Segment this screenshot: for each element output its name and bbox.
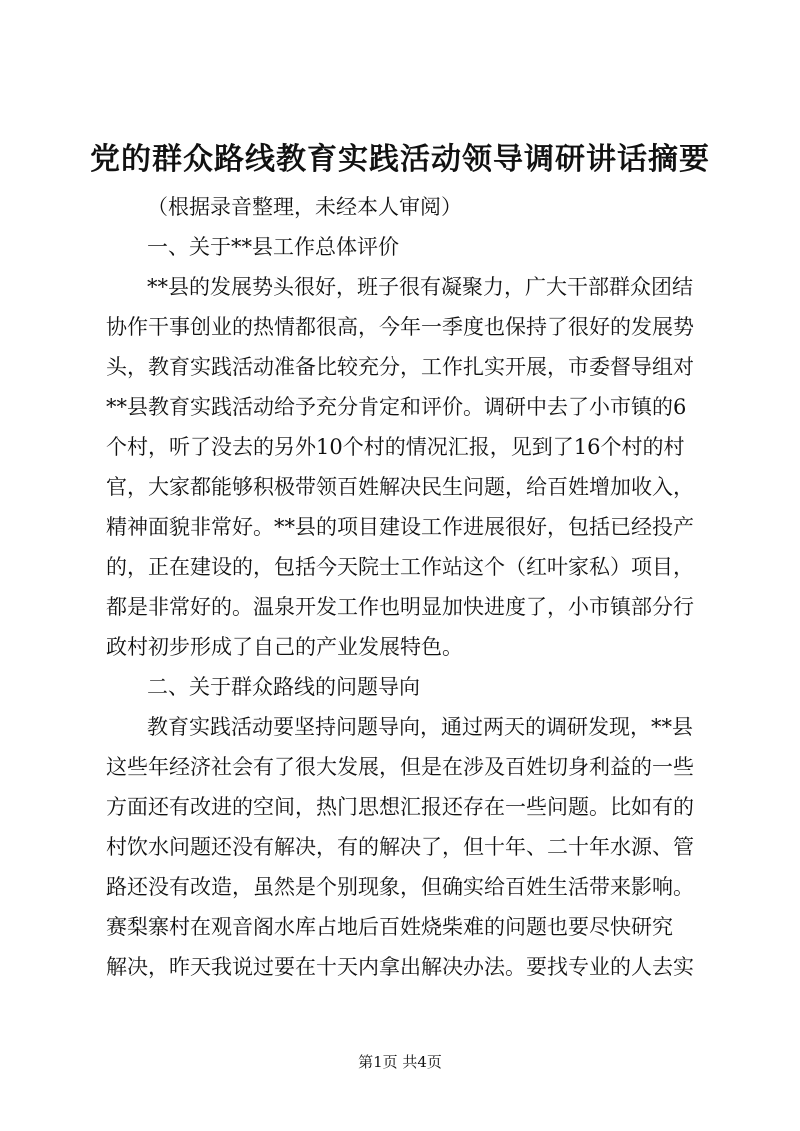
paragraph-line: 赛梨寨村在观音阁水库占地后百姓烧柴难的问题也要尽快研究 [106, 915, 673, 939]
section-heading-2: 二、关于群众路线的问题导向 [147, 675, 420, 699]
paragraph-line: 政村初步形成了自己的产业发展特色。 [106, 635, 463, 659]
paragraph-line: 路还没有改造，虽然是个别现象，但确实给百姓生活带来影响。 [106, 875, 694, 899]
document-title: 党的群众路线教育实践活动领导调研讲话摘要 [90, 142, 710, 177]
paragraph-line: **县的发展势头很好，班子很有凝聚力，广大干部群众团结 [147, 275, 693, 299]
page-number-footer: 第1页 共4页 [358, 1053, 442, 1071]
paragraph-line: 精神面貌非常好。**县的项目建设工作进展很好，包括已经投产 [106, 515, 694, 539]
paragraph-line: 头，教育实践活动准备比较充分，工作扎实开展，市委督导组对 [106, 355, 694, 379]
paragraph-line: 这些年经济社会有了很大发展，但是在涉及百姓切身利益的一些 [106, 755, 694, 779]
section-heading-1: 一、关于**县工作总体评价 [147, 235, 399, 259]
paragraph-line: 官，大家都能够积极带领百姓解决民生问题，给百姓增加收入， [106, 475, 694, 499]
paragraph-line: 个村，听了没去的另外10个村的情况汇报，见到了16个村的村 [106, 435, 685, 459]
paragraph-line: **县教育实践活动给予充分肯定和评价。调研中去了小市镇的6 [106, 395, 687, 419]
paragraph-line: 村饮水问题还没有解决，有的解决了，但十年、二十年水源、管 [106, 835, 694, 859]
paragraph-line: 协作干事创业的热情都很高，今年一季度也保持了很好的发展势 [106, 315, 694, 339]
subtitle-note: （根据录音整理，未经本人审阅） [147, 195, 462, 219]
paragraph-line: 解决，昨天我说过要在十天内拿出解决办法。要找专业的人去实 [106, 955, 694, 979]
paragraph-line: 方面还有改进的空间，热门思想汇报还存在一些问题。比如有的 [106, 795, 694, 819]
paragraph-line: 都是非常好的。温泉开发工作也明显加快进度了，小市镇部分行 [106, 595, 694, 619]
paragraph-line: 的，正在建设的，包括今天院士工作站这个（红叶家私）项目， [106, 555, 694, 579]
paragraph-line: 教育实践活动要坚持问题导向，通过两天的调研发现，**县 [147, 715, 693, 739]
